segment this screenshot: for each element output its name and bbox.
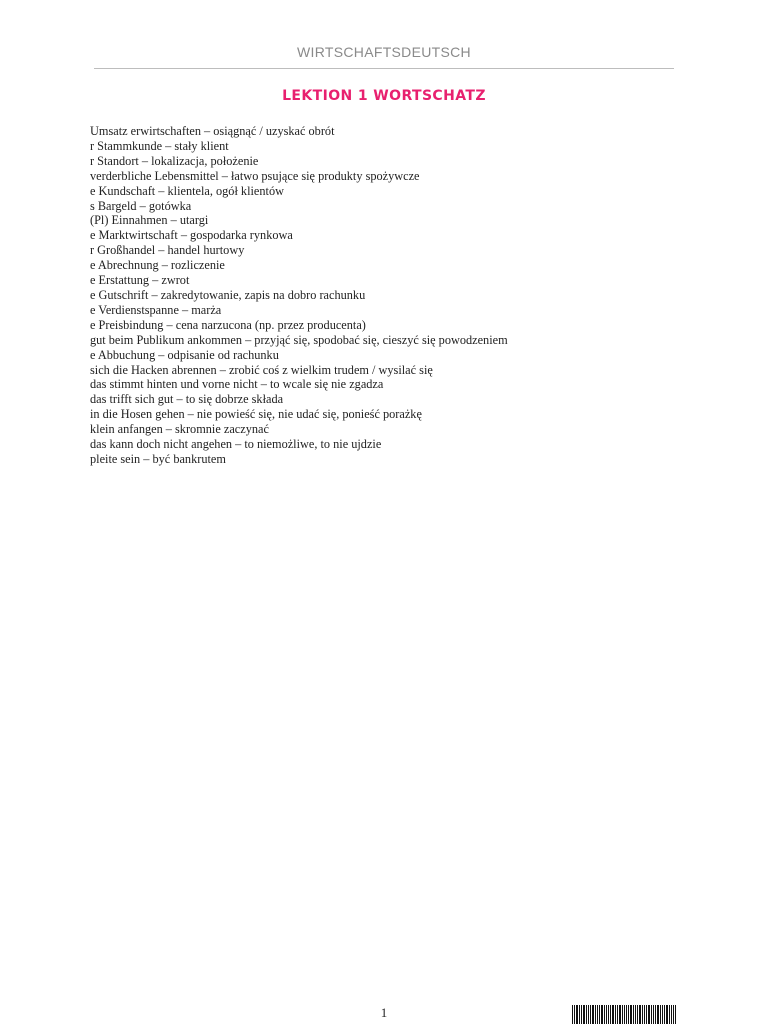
vocabulary-entry: e Erstattung – zwrot bbox=[90, 273, 190, 288]
vocabulary-entry: e Preisbindung – cena narzucona (np. przez producenta) bbox=[90, 317, 366, 332]
vocabulary-entry: klein anfangen – skromnie zaczynać bbox=[90, 422, 269, 437]
vocabulary-entry: verderbliche Lebensmittel – łatwo psujące się produkty spożywcze bbox=[90, 168, 420, 183]
vocabulary-entry: s Bargeld – gotówka bbox=[90, 198, 192, 213]
page-number: 1 bbox=[380, 1005, 388, 1020]
vocabulary-entry: das trifft sich gut – to się dobrze składa bbox=[90, 392, 284, 407]
vocabulary-entry: r Stammkunde – stały klient bbox=[90, 138, 229, 153]
vocabulary-entry: Umsatz erwirtschaften – osiągnąć / uzyskać obrót bbox=[90, 124, 335, 138]
vocabulary-entry: sich die Hacken abrennen – zrobić coś z wielkim trudem / wysilać się bbox=[90, 362, 433, 377]
vocabulary-entry: e Gutschrift – zakredytowanie, zapis na dobro rachunku bbox=[90, 287, 366, 302]
vocabulary-entry: das kann doch nicht angehen – to niemożliwe, to nie ujdzie bbox=[90, 437, 382, 452]
header-divider bbox=[94, 68, 674, 69]
vocabulary-entry: (Pl) Einnahmen – utargi bbox=[90, 213, 209, 228]
vocabulary-entry: r Großhandel – handel hurtowy bbox=[90, 243, 245, 258]
vocabulary-entry: in die Hosen gehen – nie powieść się, nie udać się, ponieść porażkę bbox=[90, 407, 422, 422]
vocabulary-entry: gut beim Publikum ankommen – przyjąć się, spodobać się, cieszyć się powodzeniem bbox=[90, 332, 508, 347]
vocabulary-entry: e Verdienstspanne – marża bbox=[90, 302, 222, 317]
vocabulary-entry: e Marktwirtschaft – gospodarka rynkowa bbox=[90, 228, 293, 243]
vocabulary-entry: e Kundschaft – klientela, ogół klientów bbox=[90, 183, 284, 198]
vocabulary-entry: e Abrechnung – rozliczenie bbox=[90, 258, 225, 273]
vocabulary-list bbox=[90, 124, 508, 467]
running-header: WIRTSCHAFTSDEUTSCH bbox=[297, 44, 471, 60]
vocabulary-entry: das stimmt hinten und vorne nicht – to wcale się nie zgadza bbox=[90, 377, 384, 392]
vocabulary-entry: r Standort – lokalizacja, położenie bbox=[90, 153, 259, 168]
lesson-title: LEKTION 1 WORTSCHATZ bbox=[282, 88, 486, 104]
vocabulary-entry: e Abbuchung – odpisanie od rachunku bbox=[90, 347, 279, 362]
barcode-icon bbox=[572, 1005, 676, 1024]
vocabulary-entry: pleite sein – być bankrutem bbox=[90, 451, 226, 466]
